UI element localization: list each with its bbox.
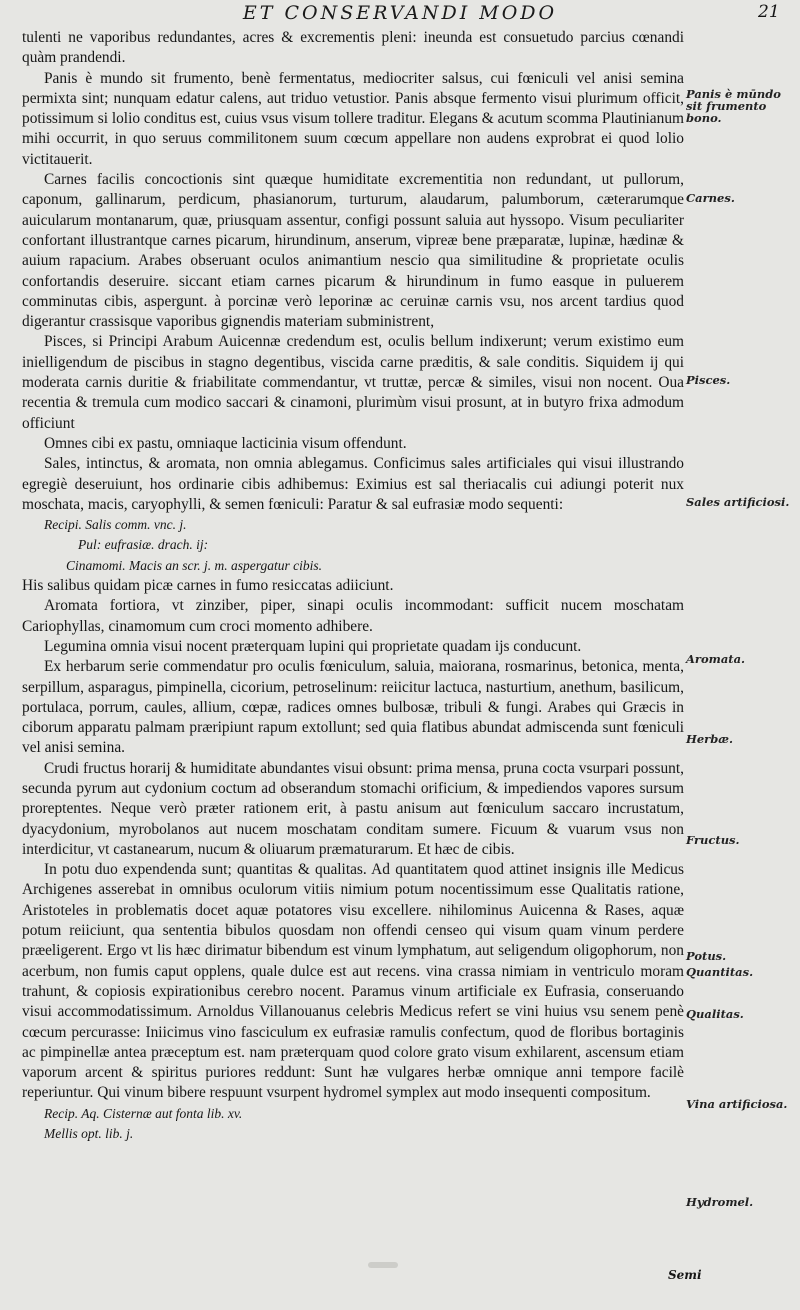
- paragraph: Sales, intinctus, & aromata, non omnia ablegamus. Conficimus sales artificiales qui visui illustrando egregiè deseruiunt, hos ordinarie cibis adhibemus: Eximius est sal theriacalis cui adiungi poterit nux moschata, macis, caryophylli, & semen fœniculi: Paratur & sal eufrasiæ modo sequenti:: [22, 455, 684, 513]
- margin-note-potus: Potus.: [686, 949, 727, 963]
- paragraph: Omnes cibi ex pastu, omniaque lacticinia visum offendunt.: [44, 434, 407, 452]
- margin-note-pisces: Pisces.: [686, 373, 731, 387]
- ink-smudge: [368, 1262, 398, 1268]
- paragraph: tulenti ne vaporibus redundantes, acres & excrementis pleni: ineunda est consuetudo parcius cœnandi quàm prandendi.: [22, 29, 684, 67]
- paragraph: His salibus quidam picæ carnes in fumo resiccatas adiiciunt.: [22, 577, 394, 595]
- margin-note-quantitas: Quantitas.: [686, 965, 754, 979]
- margin-note-aromata: Aromata.: [686, 652, 746, 666]
- margin-note-hydromel: Hydromel.: [686, 1195, 754, 1209]
- paragraph: Ex herbarum serie commendatur pro oculis fœniculum, saluia, maiorana, rosmarinus, betonica, menta, serpillum, asparagus, pimpinella, cicorium, petroselinum: reiicitur lactuca, nasturtium, anethum, basilicum, portulaca, porrum, caules, allium, cœpæ, radices omnes bulbosæ, tribuli & fungi. Arabes qui Græcis in ciborum apparatu palmam præripiunt rapum extollunt; sed quia flatibus abundat admiscenda sunt fœniculi vel anisi semina.: [22, 658, 684, 757]
- paragraph: Legumina omnia visui nocent præterquam lupini qui proprietate quadam ijs conducunt.: [44, 637, 582, 655]
- paragraph: Pisces, si Principi Arabum Auicennæ credendum est, oculis bellum indixerunt; verum existimo eum inielligendum de piscibus in stagno degentibus, viscida carne præditis, & sale conditis. Siquidem ij qui moderata carnis duritie & friabilitate commendantur, vt truttæ, percæ & similes, visui non nocent. Oua recentia & tremula cum modico saccari & cinamoni, plurimùm visui prosunt, at in butyro frixa admodum officiunt: [22, 333, 684, 432]
- margin-note-panis: Panis è mūndo sit frumento bono.: [686, 87, 781, 125]
- paragraph: Panis è mundo sit frumento, benè fermentatus, mediocriter salsus, cui fœniculi vel anisi semina permixta sint; nunquam edatur calens, aut triduo vetustior. Panis absque fermento visui plurimum officit, potissimum si lolio conditus est, cuius vsus visum tollere traditur. Elegans & acutum scomma Plautinianum mihi occurrit, in quo seruus commilitonem suum cœcum appellare non audens exprobrat ei quod lolio victitauerit.: [22, 69, 684, 168]
- margin-note-vina: Vina artificiosa.: [686, 1097, 788, 1111]
- paragraph: Aromata fortiora, vt zinziber, piper, sinapi oculis incommodant: sufficit nucem moschatam Cariophyllas, cinamomum cum croci momento adhibere.: [22, 597, 684, 635]
- recipe-line: Pul: eufrasiæ. drach. ij:: [78, 537, 209, 553]
- margin-note-qualitas: Qualitas.: [686, 1007, 744, 1021]
- margin-note-fructus: Fructus.: [686, 833, 740, 847]
- recipe-line: Recipi. Salis comm. vnc. j.: [44, 517, 187, 533]
- recipe-line: Cinamomi. Macis an scr. j. m. aspergatur cibis.: [66, 557, 322, 573]
- page-number: 21: [758, 2, 780, 22]
- recipe-line: Recip. Aq. Cisternæ aut fonta lib. xv.: [44, 1105, 243, 1121]
- recipe-line: Mellis opt. lib. j.: [44, 1126, 134, 1142]
- paragraph: Crudi fructus horarij & humiditate abundantes visui obsunt: prima mensa, pruna cocta vsurpari possunt, secunda pyrum aut cydonium coctum ad obserandum stomachi orificium, & impediendos vapores sursum proreptentes. Neque verò præter rationem erit, à pastu anisum aut fœniculum saccaro incrustatum, dyacydonium, myrobolanos aut nucem moschatam conditam sumere. Ficuum & vuarum vsus non interdicitur, vt castanearum, nucum & oliuarum præmaturarum. Et hæc de cibis.: [22, 759, 684, 858]
- body-text: [22, 28, 684, 1144]
- running-header: ET CONSERVANDI MODO: [242, 2, 558, 24]
- margin-note-sales: Sales artificiosi.: [686, 495, 790, 509]
- paragraph: In potu duo expendenda sunt; quantitas & qualitas. Ad quantitatem quod attinet insignis ille Medicus Archigenes asserebat in omnibus oculorum vitiis nimium potum nocentissimum esse Qualitatis ratione, Aristoteles in problematis docet aquæ potatores visu excellere. nihilominus Auicenna & Rases, aquæ potum reiiciunt, qua sententia bibulos quosdam non offendi censeo qui visum quam vinum perdere præeligerent. Ergo vt lis hæc dirimatur bibendum est vinum lymphatum, aut seligendum oligophorum, non acerbum, non fumis caput opplens, quale dulce est aut recens. vina crassa nimiam in ventriculo moram trahunt, & copiosis expirationibus cerebro nocent. Paramus vinum artificiale ex Eufrasia, conseruando visui accommodatissimum. Arnoldus Villanouanus celebris Medicus refert se vini huius vsu senem penè cœcum percurasse: Iniicimus vino fasciculum ex eufrasiæ ramulis confectum, quod de floribus bortaginis ac pimpinellæ antea præceptum est. nam præterquam quod colore grato visum exhilarent, ascensum etiam vaporum arcent & spiritus puriores reddunt: Sunt hæ vulgares herbæ omnique anni tempore facilè reperiuntur. Qui vinum bibere respuunt vsurpent hydromel symplex aut modo insequenti compositum.: [22, 861, 684, 1102]
- catchword: Semi: [668, 1268, 702, 1282]
- margin-note-herbae: Herbæ.: [686, 732, 733, 746]
- margin-note-carnes: Carnes.: [686, 191, 735, 205]
- paragraph: Carnes facilis concoctionis sint quæque humiditate excrementitia non redundant, ut pullorum, caponum, gallinarum, perdicum, phasianorum, turturum, alaudarum, palumborum, cæterarumque auicularum montanarum, quæ, priusquam assentur, configi possunt saluia aut hyssopo. Visum peculiariter confortant illustrantque carnes picarum, hirundinum, anserum, vipreæ bene præparatæ, lupinæ, hædinæ & auium rapacium. Arabes obseruant oculos animantium nescio qua similitudine & proprietate oculis confortandis deseruire. siccant etiam carnes picarum & hirundinum in fumo easque in puluerem comminutas cibis, aspergunt. à porcinæ verò leporinæ ac ceruinæ carnis vsu, nos arcent tardius quod digerantur crassisque vaporibus gignendis materiam subministrent,: [22, 171, 684, 331]
